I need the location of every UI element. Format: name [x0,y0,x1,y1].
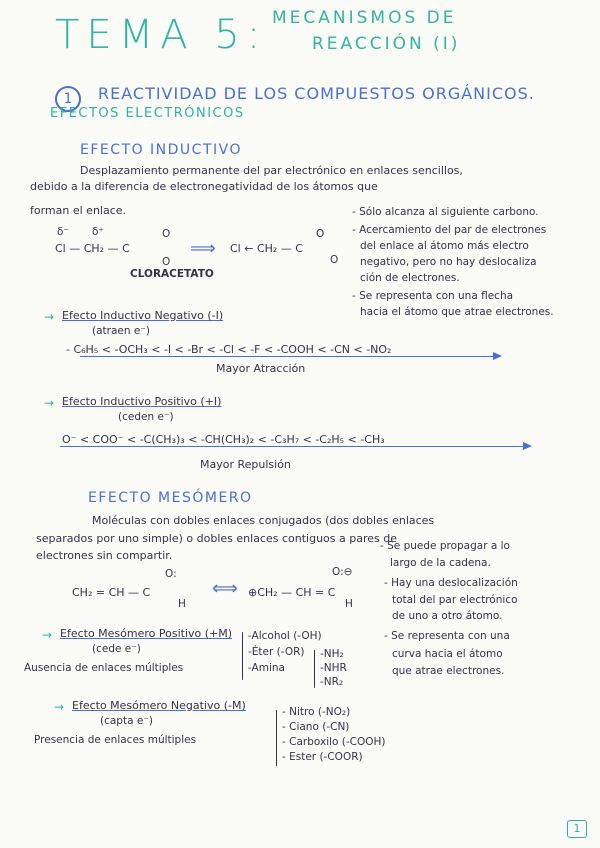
inductive-note: - Sólo alcanza al siguiente carbono. [352,206,539,218]
inductive-positive-caption: Mayor Repulsión [200,458,291,471]
bullet-arrow-icon: → [44,396,55,410]
mesomeric-note: - Hay una deslocalización [384,577,518,589]
mesomeric-positive-item: -Éter (-OR) [248,646,305,658]
resonance-arrow: ⟺ [212,578,238,599]
oxygen-label: O [162,228,171,240]
oxygen-label: O [162,256,171,268]
inductive-note: negativo, pero no hay deslocaliza [360,256,537,268]
increase-arrow [80,356,500,357]
charge-delta-minus: δ⁻ [57,226,69,238]
charge-delta-plus: δ⁺ [92,226,104,238]
mesomeric-note: que atrae electrones. [392,665,505,677]
mesomeric-positive-item: -Amina [248,662,285,674]
inductive-note: hacia el átomo que atrae electrones. [360,306,554,318]
mesomeric-definition-3: electrones sin compartir. [36,549,173,562]
section-title: REACTIVIDAD DE LOS COMPUESTOS ORGÁNICOS. [98,84,535,103]
chloroacetate-structure: Cl — CH₂ — C [55,242,130,255]
bullet-arrow-icon: → [54,700,65,714]
inductive-positive-series: O⁻ < COO⁻ < -C(CH₃)₃ < -CH(CH₃)₂ < -C₃H₇ < -C₂H₅ < -CH₃ [62,433,385,446]
mesomeric-negative-item: - Nitro (-NO₂) [282,706,351,718]
resonance-structure-left: CH₂ = CH — C [72,586,151,599]
mesomeric-positive-item: -Alcohol (-OH) [248,630,322,642]
resonance-structure-right: ⊕CH₂ — CH = C [248,586,336,599]
mesomeric-positive-sub: (cede e⁻) [92,643,141,655]
inductive-negative-sub: (atraen e⁻) [92,325,150,337]
brace [242,632,243,680]
mesomeric-definition-2: separados por uno simple) o dobles enlaces contiguos a pares de [36,532,397,545]
inductive-negative-caption: Mayor Atracción [216,362,306,375]
mesomeric-note: total del par electrónico [392,594,518,606]
section-subtitle: EFECTOS ELECTRÓNICOS [50,106,245,121]
section-number: 1 [55,86,81,112]
mesomeric-positive-condition: Ausencia de enlaces múltiples [24,662,184,674]
mesomeric-heading: EFECTO MESÓMERO [88,490,253,506]
inductive-note: ción de electrones. [360,272,460,284]
mesomeric-negative-condition: Presencia de enlaces múltiples [34,734,197,746]
inductive-definition-3: forman el enlace. [30,204,127,217]
increase-arrow [60,446,530,447]
mesomeric-negative-label: Efecto Mesómero Negativo (-M) [72,699,246,712]
mesomeric-definition-1: Moléculas con dobles enlaces conjugados (dos dobles enlaces [92,514,435,527]
mesomeric-negative-item: - Carboxilo (-COOH) [282,736,386,748]
mesomeric-note: curva hacia el átomo [392,648,503,660]
page-number: 1 [567,820,587,838]
inductive-negative-series: - C₆H₅ < -OCH₃ < -I < -Br < -Cl < -F < -COOH < -CN < -NO₂ [66,343,392,356]
reaction-arrow: ⟹ [190,238,216,259]
amine-item: -NHR [320,662,347,674]
mesomeric-note: largo de la cadena. [390,557,491,569]
inductive-definition-2: debido a la diferencia de electronegatividad de los átomos que [30,180,378,193]
mesomeric-positive-label: Efecto Mesómero Positivo (+M) [60,627,233,640]
title-line-2: REACCIÓN (I) [312,34,461,54]
compound-name: CLORACETATO [130,268,214,280]
inductive-note: del enlace al átomo más electro [360,240,529,252]
inductive-heading: EFECTO INDUCTIVO [80,142,242,158]
bullet-arrow-icon: → [42,628,53,642]
mesomeric-note: - Se representa con una [384,630,510,642]
inductive-negative-label: Efecto Inductivo Negativo (-I) [62,309,224,322]
mesomeric-negative-item: - Ciano (-CN) [282,721,350,733]
brace [276,710,277,766]
oxygen-label: O [330,254,339,266]
inductive-note: - Acercamiento del par de electrones [352,224,547,236]
inductive-definition-1: Desplazamiento permanente del par electrónico en enlaces sencillos, [80,164,463,177]
oxygen-label: O: [165,568,177,580]
oxygen-label: O [316,228,325,240]
mesomeric-note: de uno a otro átomo. [392,610,503,622]
oxygen-label: O:⊖ [332,566,353,578]
mesomeric-note: - Se puede propagar a lo [380,540,510,552]
hydrogen-label: H [178,598,186,610]
amine-item: -NH₂ [320,648,344,660]
mesomeric-negative-sub: (capta e⁻) [100,715,153,727]
brace [314,650,315,688]
chloroacetate-inductive-structure: Cl ← CH₂ — C [230,242,303,255]
hydrogen-label: H [345,598,353,610]
inductive-note: - Se representa con una flecha [352,290,514,302]
bullet-arrow-icon: → [44,310,55,324]
page-title: TEMA 5: [55,12,268,58]
inductive-positive-sub: (ceden e⁻) [118,411,174,423]
amine-item: -NR₂ [320,676,344,688]
inductive-positive-label: Efecto Inductivo Positivo (+I) [62,395,222,408]
mesomeric-negative-item: - Ester (-COOR) [282,751,363,763]
title-line-1: MECANISMOS DE [272,8,457,28]
